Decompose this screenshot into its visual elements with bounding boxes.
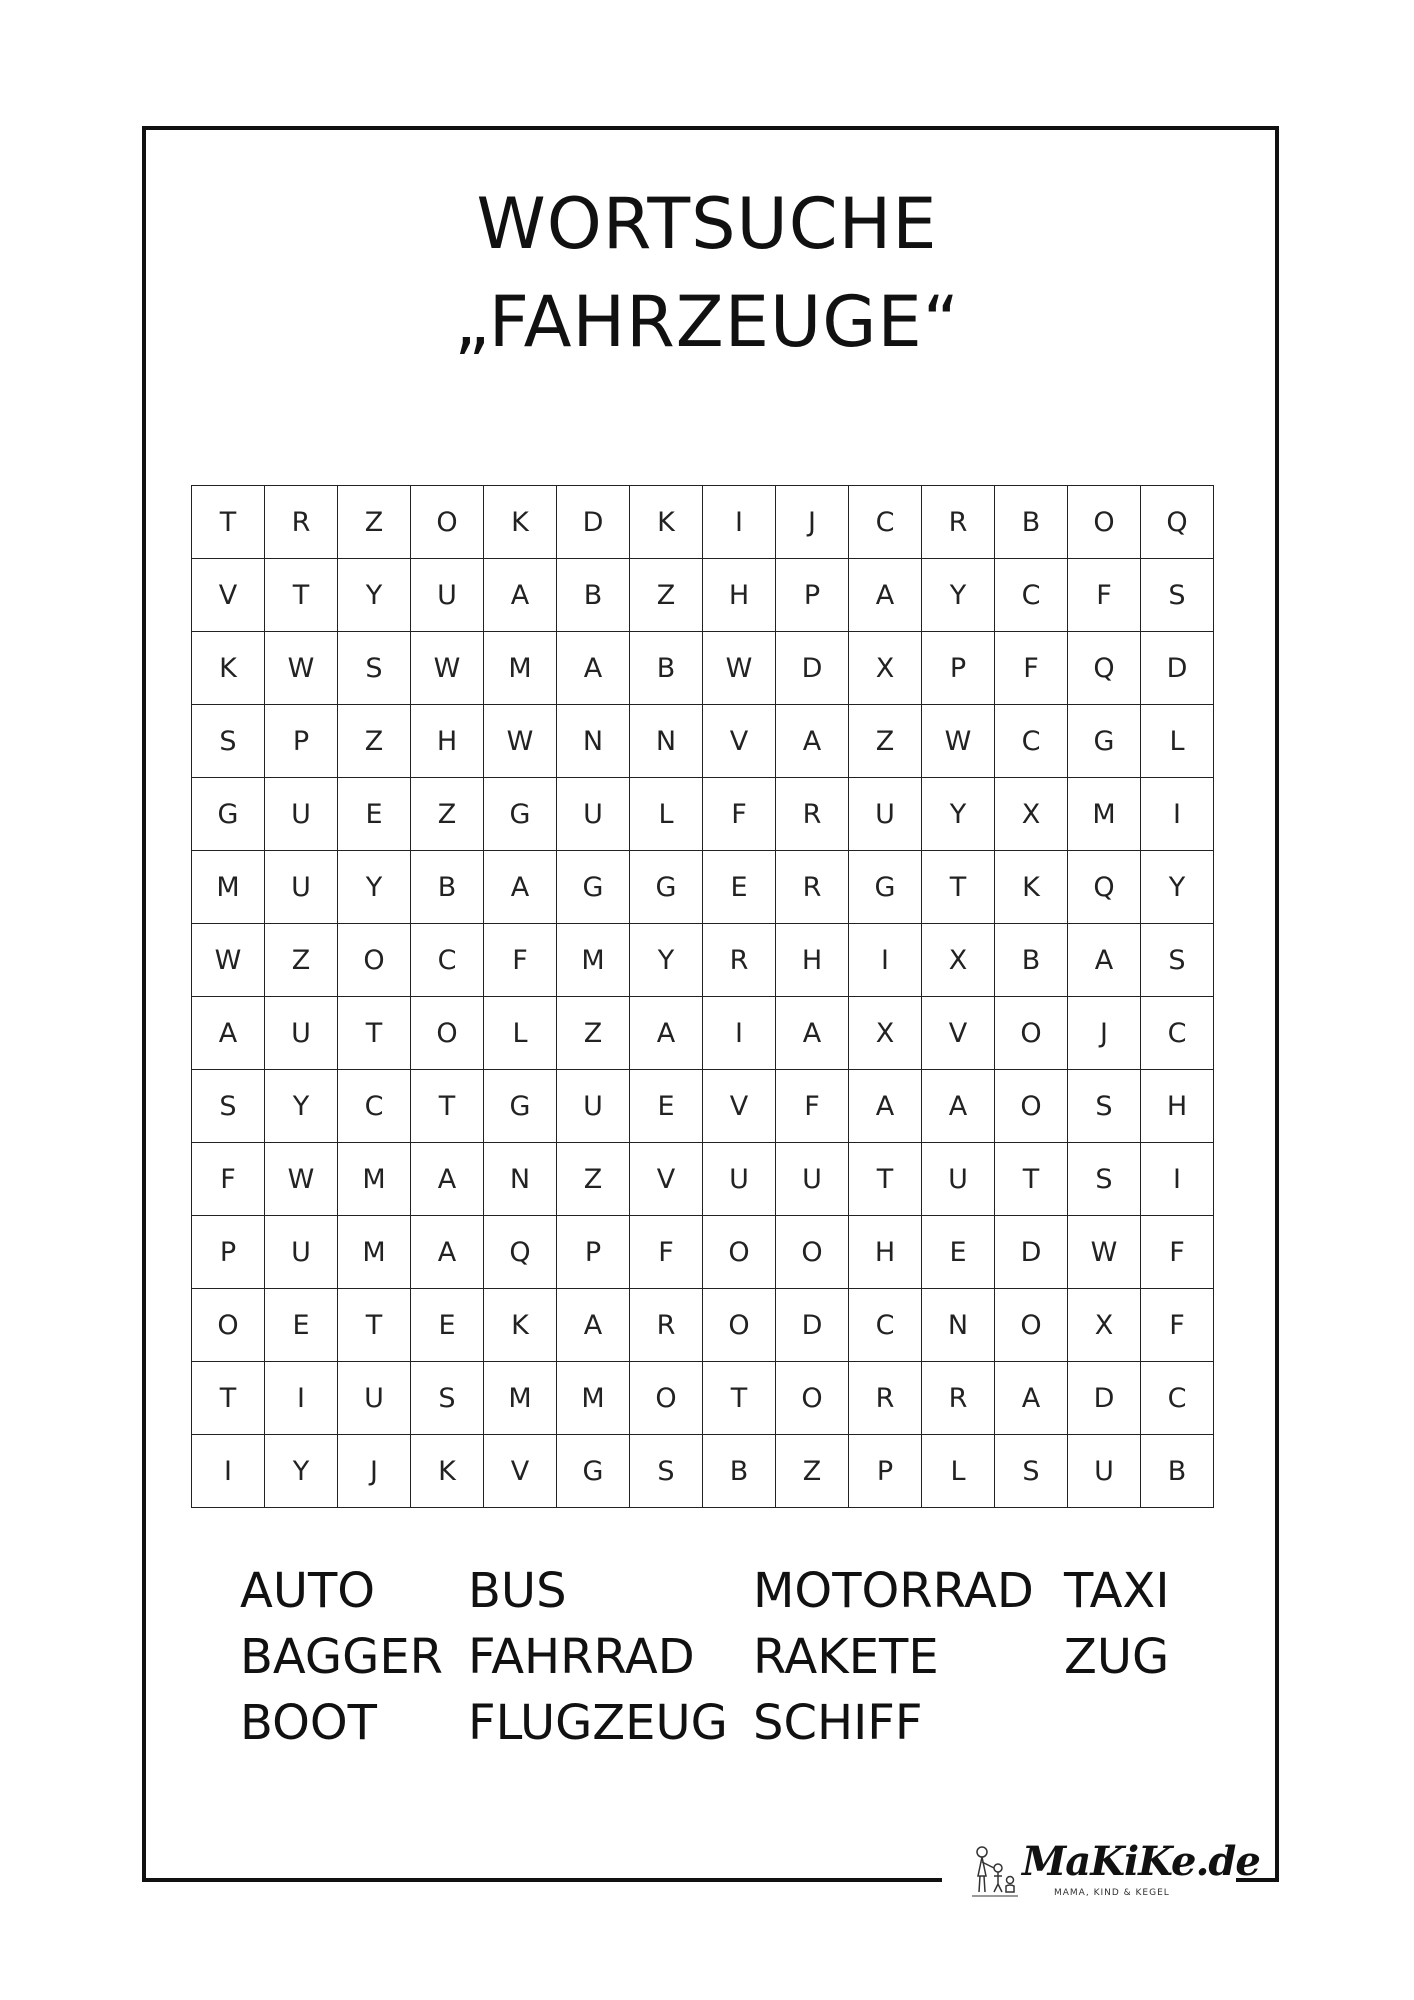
grid-cell: F bbox=[1141, 1289, 1214, 1362]
grid-cell: M bbox=[557, 1362, 630, 1435]
family-illustration-icon bbox=[970, 1840, 1020, 1902]
grid-cell: T bbox=[849, 1143, 922, 1216]
grid-cell: F bbox=[995, 632, 1068, 705]
grid-cell: K bbox=[995, 851, 1068, 924]
grid-cell: O bbox=[995, 1289, 1068, 1362]
grid-cell: A bbox=[557, 1289, 630, 1362]
grid-cell: A bbox=[922, 1070, 995, 1143]
grid-cell: R bbox=[703, 924, 776, 997]
grid-cell: Z bbox=[557, 1143, 630, 1216]
grid-row bbox=[192, 1362, 1214, 1435]
grid-cell: W bbox=[922, 705, 995, 778]
grid-cell: A bbox=[484, 851, 557, 924]
grid-cell: F bbox=[192, 1143, 265, 1216]
grid-cell: V bbox=[192, 559, 265, 632]
grid-cell: Z bbox=[776, 1435, 849, 1508]
grid-cell: L bbox=[484, 997, 557, 1070]
frame-right-border bbox=[1275, 126, 1279, 1882]
grid-cell: X bbox=[995, 778, 1068, 851]
grid-row bbox=[192, 1216, 1214, 1289]
word-search-grid bbox=[191, 485, 1214, 1508]
grid-cell: Y bbox=[265, 1435, 338, 1508]
grid-cell: F bbox=[484, 924, 557, 997]
grid-cell: Y bbox=[338, 559, 411, 632]
grid-cell: R bbox=[922, 1362, 995, 1435]
grid-cell: Y bbox=[265, 1070, 338, 1143]
grid-cell: A bbox=[411, 1216, 484, 1289]
grid-cell: F bbox=[703, 778, 776, 851]
grid-cell: H bbox=[703, 559, 776, 632]
grid-row bbox=[192, 778, 1214, 851]
grid-cell: B bbox=[703, 1435, 776, 1508]
grid-cell: O bbox=[630, 1362, 703, 1435]
grid-cell: N bbox=[484, 1143, 557, 1216]
grid-cell: E bbox=[338, 778, 411, 851]
grid-cell: P bbox=[776, 559, 849, 632]
grid-cell: M bbox=[1068, 778, 1141, 851]
grid-cell: G bbox=[557, 1435, 630, 1508]
grid-row bbox=[192, 1435, 1214, 1508]
grid-cell: T bbox=[265, 559, 338, 632]
grid-row bbox=[192, 486, 1214, 559]
grid-cell: D bbox=[1068, 1362, 1141, 1435]
grid-cell: H bbox=[776, 924, 849, 997]
grid-cell: P bbox=[557, 1216, 630, 1289]
grid-cell: O bbox=[995, 1070, 1068, 1143]
grid-cell: K bbox=[484, 486, 557, 559]
word-list-column bbox=[753, 1558, 1034, 1756]
grid-cell: C bbox=[995, 559, 1068, 632]
grid-cell: U bbox=[776, 1143, 849, 1216]
grid-cell: U bbox=[265, 851, 338, 924]
grid-cell: R bbox=[265, 486, 338, 559]
grid-cell: T bbox=[192, 1362, 265, 1435]
grid-cell: S bbox=[338, 632, 411, 705]
grid-cell: B bbox=[995, 486, 1068, 559]
grid-cell: Z bbox=[265, 924, 338, 997]
grid-row bbox=[192, 924, 1214, 997]
grid-cell: I bbox=[1141, 778, 1214, 851]
grid-cell: A bbox=[849, 1070, 922, 1143]
grid-cell: L bbox=[922, 1435, 995, 1508]
grid-cell: X bbox=[849, 632, 922, 705]
grid-cell: E bbox=[922, 1216, 995, 1289]
grid-cell: O bbox=[338, 924, 411, 997]
grid-cell: D bbox=[776, 632, 849, 705]
grid-cell: M bbox=[484, 632, 557, 705]
grid-row bbox=[192, 1070, 1214, 1143]
grid-cell: V bbox=[703, 705, 776, 778]
grid-cell: W bbox=[265, 1143, 338, 1216]
grid-cell: V bbox=[630, 1143, 703, 1216]
grid-cell: U bbox=[922, 1143, 995, 1216]
grid-cell: C bbox=[338, 1070, 411, 1143]
grid-cell: O bbox=[1068, 486, 1141, 559]
grid-cell: V bbox=[703, 1070, 776, 1143]
grid-cell: C bbox=[849, 1289, 922, 1362]
grid-cell: B bbox=[995, 924, 1068, 997]
grid-cell: U bbox=[557, 778, 630, 851]
grid-cell: Z bbox=[338, 705, 411, 778]
grid-cell: K bbox=[411, 1435, 484, 1508]
grid-cell: D bbox=[995, 1216, 1068, 1289]
grid-cell: Y bbox=[338, 851, 411, 924]
grid-cell: U bbox=[1068, 1435, 1141, 1508]
makike-logo bbox=[970, 1838, 1260, 1908]
frame-left-border bbox=[142, 126, 146, 1882]
grid-row bbox=[192, 705, 1214, 778]
grid-cell: R bbox=[630, 1289, 703, 1362]
word-item: BOOT bbox=[240, 1695, 377, 1751]
grid-cell: R bbox=[776, 778, 849, 851]
page-title: WORTSUCHE bbox=[476, 183, 938, 265]
grid-cell: A bbox=[411, 1143, 484, 1216]
grid-cell: O bbox=[776, 1362, 849, 1435]
frame-top-border bbox=[142, 126, 1279, 130]
grid-row bbox=[192, 559, 1214, 632]
grid-cell: L bbox=[1141, 705, 1214, 778]
grid-cell: U bbox=[265, 997, 338, 1070]
grid-cell: A bbox=[630, 997, 703, 1070]
grid-cell: E bbox=[265, 1289, 338, 1362]
grid-cell: S bbox=[1141, 559, 1214, 632]
grid-cell: I bbox=[703, 997, 776, 1070]
grid-cell: U bbox=[703, 1143, 776, 1216]
grid-cell: G bbox=[849, 851, 922, 924]
grid-cell: X bbox=[922, 924, 995, 997]
word-item: RAKETE bbox=[753, 1629, 939, 1685]
grid-cell: S bbox=[1068, 1143, 1141, 1216]
grid-cell: A bbox=[1068, 924, 1141, 997]
word-item: FLUGZEUG bbox=[468, 1695, 728, 1751]
grid-cell: T bbox=[922, 851, 995, 924]
grid-cell: Q bbox=[484, 1216, 557, 1289]
frame-bottom-border-left bbox=[142, 1878, 942, 1882]
grid-cell: R bbox=[922, 486, 995, 559]
grid-cell: M bbox=[338, 1216, 411, 1289]
grid-cell: F bbox=[776, 1070, 849, 1143]
grid-cell: C bbox=[1141, 997, 1214, 1070]
grid-cell: L bbox=[630, 778, 703, 851]
grid-cell: G bbox=[484, 1070, 557, 1143]
grid-cell: O bbox=[411, 486, 484, 559]
grid-cell: G bbox=[192, 778, 265, 851]
word-item: FAHRRAD bbox=[468, 1629, 695, 1685]
grid-cell: T bbox=[411, 1070, 484, 1143]
grid-cell: A bbox=[776, 705, 849, 778]
grid-cell: O bbox=[703, 1289, 776, 1362]
grid-cell: P bbox=[849, 1435, 922, 1508]
grid-cell: F bbox=[630, 1216, 703, 1289]
word-item: MOTORRAD bbox=[753, 1563, 1034, 1619]
grid-cell: J bbox=[338, 1435, 411, 1508]
grid-cell: C bbox=[411, 924, 484, 997]
word-item: SCHIFF bbox=[753, 1695, 923, 1751]
grid-cell: H bbox=[411, 705, 484, 778]
grid-cell: Z bbox=[338, 486, 411, 559]
grid-cell: E bbox=[411, 1289, 484, 1362]
grid-cell: C bbox=[995, 705, 1068, 778]
grid-cell: D bbox=[1141, 632, 1214, 705]
grid-row bbox=[192, 1289, 1214, 1362]
word-item: AUTO bbox=[240, 1563, 376, 1619]
grid-cell: S bbox=[192, 705, 265, 778]
grid-cell: Z bbox=[630, 559, 703, 632]
grid-cell: J bbox=[1068, 997, 1141, 1070]
grid-cell: U bbox=[265, 1216, 338, 1289]
grid-cell: N bbox=[557, 705, 630, 778]
grid-cell: O bbox=[776, 1216, 849, 1289]
grid-cell: B bbox=[1141, 1435, 1214, 1508]
grid-cell: S bbox=[1068, 1070, 1141, 1143]
grid-cell: P bbox=[922, 632, 995, 705]
grid-cell: A bbox=[192, 997, 265, 1070]
grid-cell: C bbox=[849, 486, 922, 559]
grid-cell: G bbox=[630, 851, 703, 924]
grid-cell: Z bbox=[557, 997, 630, 1070]
grid-cell: U bbox=[338, 1362, 411, 1435]
grid-cell: K bbox=[192, 632, 265, 705]
grid-cell: D bbox=[557, 486, 630, 559]
grid-cell: O bbox=[995, 997, 1068, 1070]
grid-cell: B bbox=[557, 559, 630, 632]
grid-cell: O bbox=[192, 1289, 265, 1362]
grid-cell: I bbox=[265, 1362, 338, 1435]
grid-cell: O bbox=[411, 997, 484, 1070]
grid-cell: M bbox=[338, 1143, 411, 1216]
grid-cell: G bbox=[1068, 705, 1141, 778]
word-item: BAGGER bbox=[240, 1629, 443, 1685]
grid-cell: F bbox=[1141, 1216, 1214, 1289]
word-list-column bbox=[468, 1558, 728, 1756]
grid-cell: U bbox=[849, 778, 922, 851]
grid-cell: K bbox=[484, 1289, 557, 1362]
grid-cell: D bbox=[776, 1289, 849, 1362]
logo-wordmark: MaKiKe.de bbox=[1022, 1838, 1260, 1885]
grid-cell: Q bbox=[1068, 632, 1141, 705]
grid-cell: X bbox=[849, 997, 922, 1070]
grid-cell: N bbox=[630, 705, 703, 778]
grid-cell: Y bbox=[922, 559, 995, 632]
grid-cell: Z bbox=[411, 778, 484, 851]
grid-cell: O bbox=[703, 1216, 776, 1289]
grid-row bbox=[192, 997, 1214, 1070]
grid-cell: Y bbox=[630, 924, 703, 997]
grid-cell: S bbox=[630, 1435, 703, 1508]
grid-cell: V bbox=[922, 997, 995, 1070]
grid-cell: U bbox=[265, 778, 338, 851]
grid-cell: M bbox=[192, 851, 265, 924]
grid-cell: A bbox=[484, 559, 557, 632]
grid-cell: B bbox=[630, 632, 703, 705]
word-list-column bbox=[1064, 1558, 1169, 1690]
grid-cell: U bbox=[557, 1070, 630, 1143]
grid-cell: R bbox=[776, 851, 849, 924]
grid-cell: Z bbox=[849, 705, 922, 778]
grid-cell: Q bbox=[1141, 486, 1214, 559]
grid-cell: W bbox=[192, 924, 265, 997]
grid-cell: S bbox=[1141, 924, 1214, 997]
grid-cell: Y bbox=[922, 778, 995, 851]
grid-cell: E bbox=[703, 851, 776, 924]
grid-cell: W bbox=[484, 705, 557, 778]
grid-cell: P bbox=[192, 1216, 265, 1289]
grid-cell: T bbox=[995, 1143, 1068, 1216]
grid-cell: F bbox=[1068, 559, 1141, 632]
grid-cell: C bbox=[1141, 1362, 1214, 1435]
grid-cell: T bbox=[192, 486, 265, 559]
grid-cell: I bbox=[192, 1435, 265, 1508]
grid-cell: A bbox=[557, 632, 630, 705]
grid-cell: M bbox=[557, 924, 630, 997]
grid-cell: Q bbox=[1068, 851, 1141, 924]
grid-cell: J bbox=[776, 486, 849, 559]
grid-cell: U bbox=[411, 559, 484, 632]
grid-cell: G bbox=[484, 778, 557, 851]
grid-cell: W bbox=[265, 632, 338, 705]
grid-cell: I bbox=[703, 486, 776, 559]
grid-cell: A bbox=[849, 559, 922, 632]
grid-cell: K bbox=[630, 486, 703, 559]
grid-cell: T bbox=[338, 1289, 411, 1362]
grid-cell: A bbox=[776, 997, 849, 1070]
grid-cell: V bbox=[484, 1435, 557, 1508]
grid-cell: T bbox=[703, 1362, 776, 1435]
grid-row bbox=[192, 632, 1214, 705]
word-item: TAXI bbox=[1064, 1563, 1170, 1619]
grid-cell: T bbox=[338, 997, 411, 1070]
grid-cell: X bbox=[1068, 1289, 1141, 1362]
grid-cell: I bbox=[849, 924, 922, 997]
page-subtitle: „FAHRZEUGE“ bbox=[454, 281, 960, 363]
logo-tagline: MAMA, KIND & KEGEL bbox=[1054, 1888, 1170, 1898]
grid-cell: H bbox=[849, 1216, 922, 1289]
grid-cell: W bbox=[1068, 1216, 1141, 1289]
grid-row bbox=[192, 851, 1214, 924]
grid-cell: I bbox=[1141, 1143, 1214, 1216]
word-item: BUS bbox=[468, 1563, 567, 1619]
grid-cell: A bbox=[995, 1362, 1068, 1435]
grid-cell: S bbox=[411, 1362, 484, 1435]
grid-cell: H bbox=[1141, 1070, 1214, 1143]
word-item: ZUG bbox=[1064, 1629, 1170, 1685]
grid-cell: P bbox=[265, 705, 338, 778]
grid-cell: M bbox=[484, 1362, 557, 1435]
word-list-column bbox=[240, 1558, 443, 1756]
grid-cell: Y bbox=[1141, 851, 1214, 924]
grid-cell: S bbox=[995, 1435, 1068, 1508]
grid-cell: E bbox=[630, 1070, 703, 1143]
grid-cell: R bbox=[849, 1362, 922, 1435]
grid-cell: W bbox=[411, 632, 484, 705]
grid-cell: S bbox=[192, 1070, 265, 1143]
grid-cell: G bbox=[557, 851, 630, 924]
grid-row bbox=[192, 1143, 1214, 1216]
grid-cell: B bbox=[411, 851, 484, 924]
grid-cell: N bbox=[922, 1289, 995, 1362]
grid-cell: W bbox=[703, 632, 776, 705]
